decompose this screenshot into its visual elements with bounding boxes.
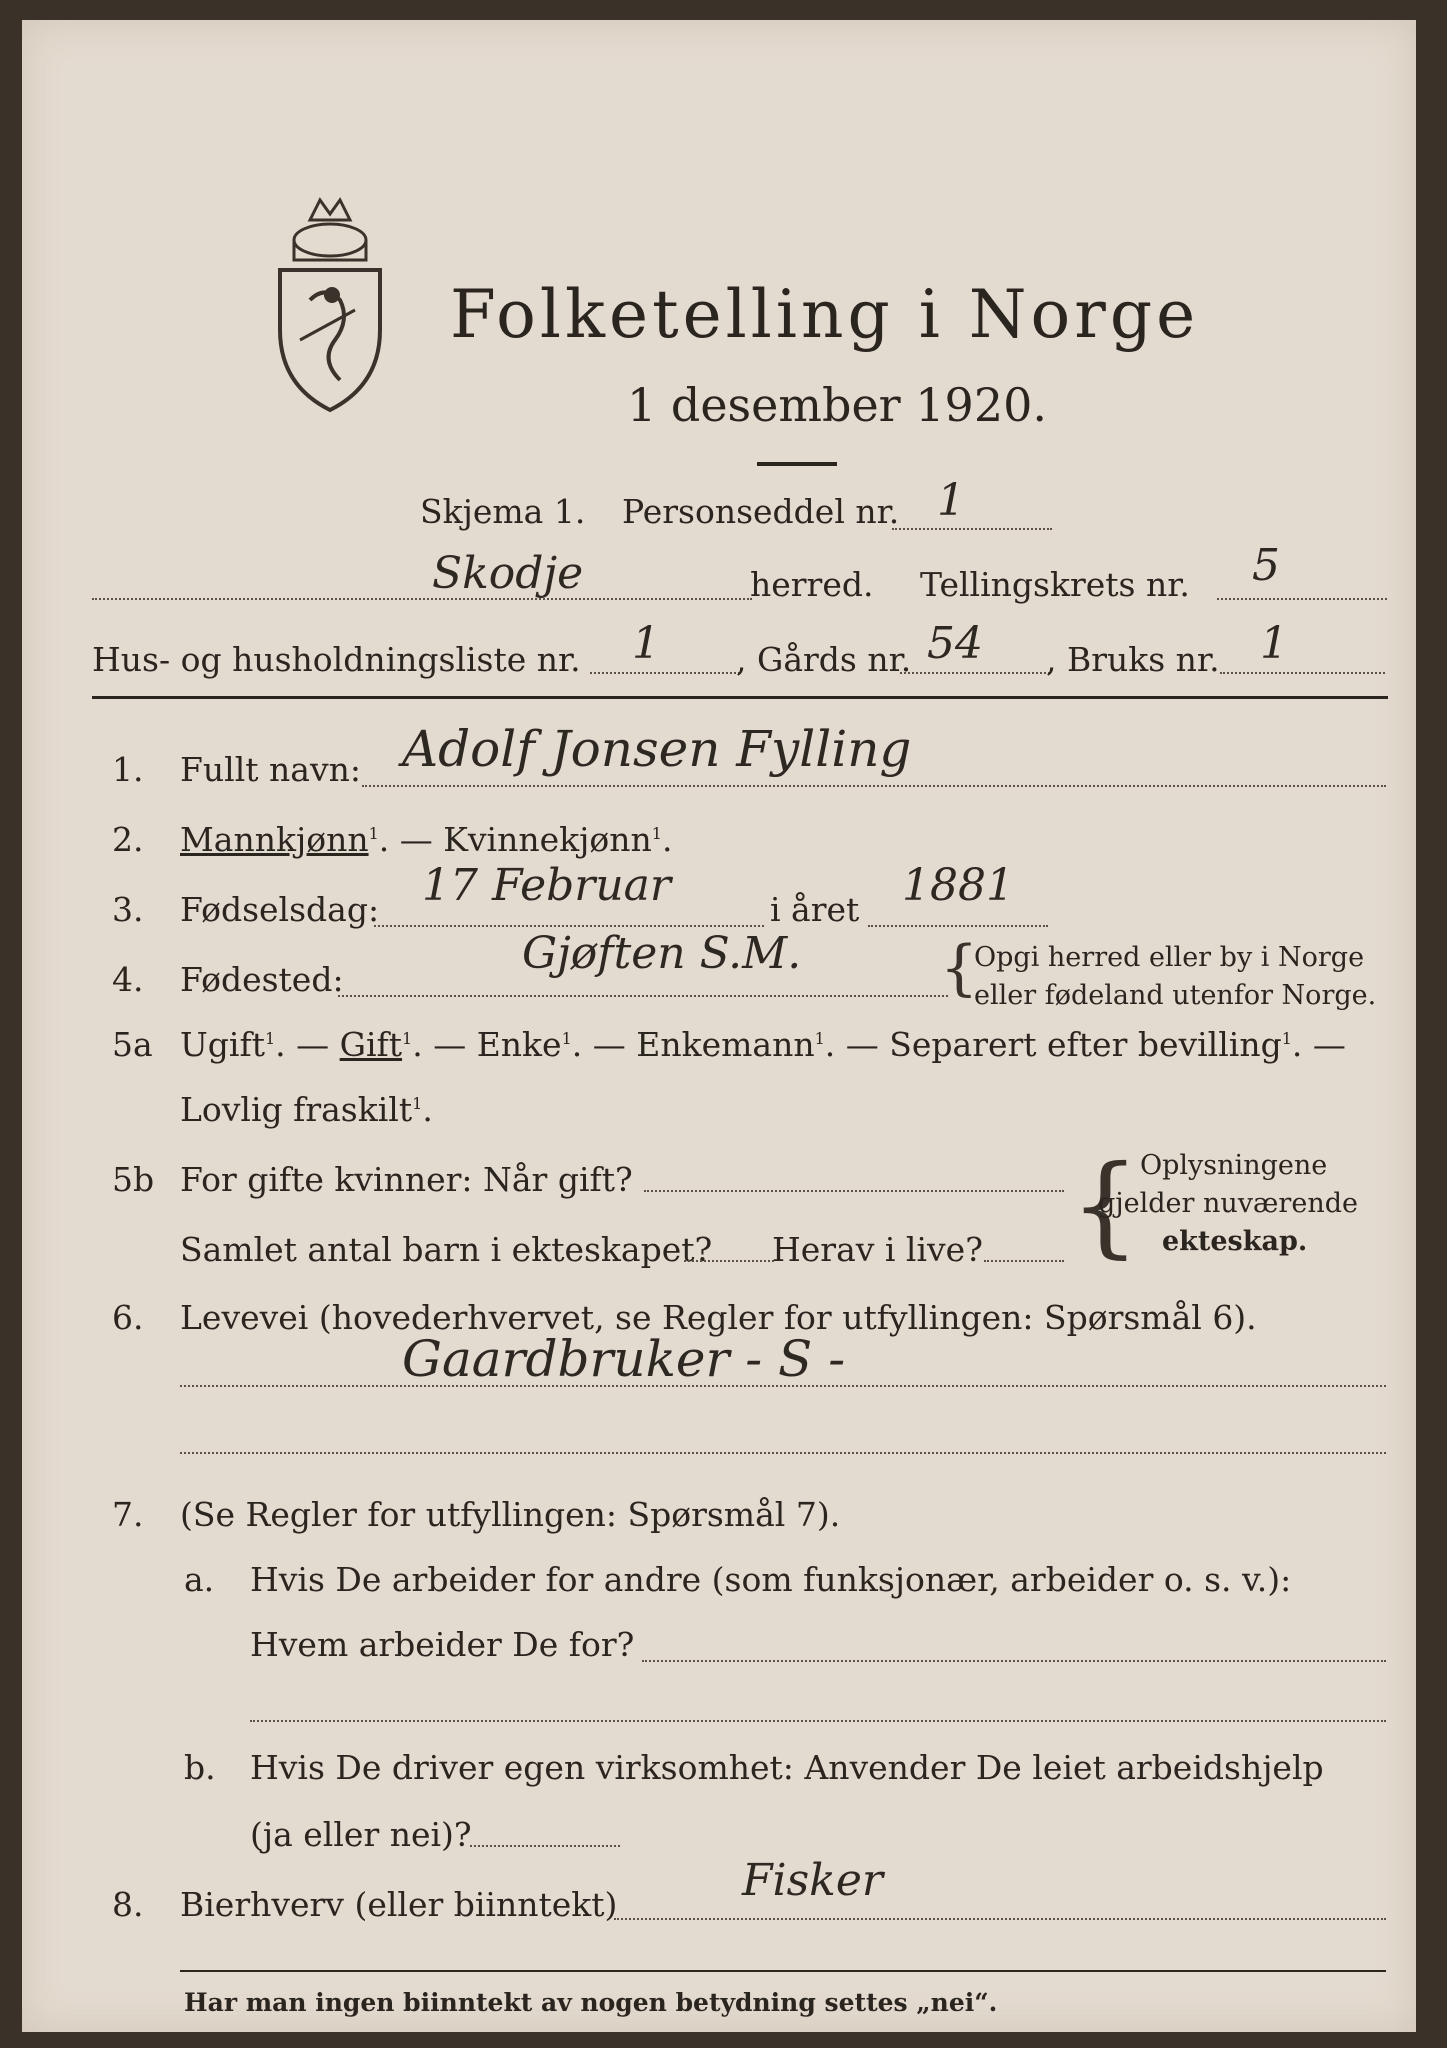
q5b-children: Samlet antal barn i ekteskapet? <box>180 1230 713 1269</box>
q7a-text: Hvis De arbeider for andre (som funksjonær, arbeider o. s. v.): <box>250 1560 1292 1599</box>
census-form <box>22 20 1416 2032</box>
side-income-value: Fisker <box>742 1855 883 1906</box>
gender-options: Mannkjønn$^1$. — Kvinnekjønn$^1$. <box>180 820 673 859</box>
q5b-number: 5b <box>112 1160 155 1199</box>
q6-number: 6. <box>112 1298 144 1337</box>
marital-status-options: Ugift$^1$. — Gift$^1$. — Enke$^1$. — Enkemann$^1$. — Separert efter bevilling$^1$. — <box>180 1025 1346 1064</box>
gender-female: Kvinnekjønn <box>443 820 652 859</box>
q4-label: Fødested: <box>180 960 344 999</box>
q1-label: Fullt navn: <box>180 750 361 789</box>
q7b-text: Hvis De driver egen virksomhet: Anvender De leiet arbeidshjelp <box>250 1748 1324 1787</box>
q5b-line3 <box>984 1260 1064 1262</box>
coat-of-arms-icon <box>270 190 390 420</box>
q1-line <box>362 785 1386 787</box>
q5b-line1 <box>644 1190 1064 1192</box>
q8-line <box>614 1918 1386 1920</box>
personseddel-value: 1 <box>937 475 965 526</box>
q7b-line <box>470 1845 620 1847</box>
year-line <box>868 925 1048 927</box>
q5a-number: 5a <box>112 1025 153 1064</box>
personseddel-line <box>892 528 1052 530</box>
tellingskrets-line <box>1217 598 1387 600</box>
birthplace-value: Gjøften S.M. <box>522 928 802 979</box>
q7b-number: b. <box>184 1748 216 1787</box>
q6-line2 <box>180 1452 1386 1454</box>
gards-line <box>900 672 1050 674</box>
q7a-line1 <box>642 1660 1386 1662</box>
gards-value: 54 <box>927 618 983 669</box>
hus-label: Hus- og husholdningsliste nr. <box>92 640 581 679</box>
footer-note: Har man ingen biinntekt av nogen betydning settes „nei“. <box>184 1988 998 2017</box>
q7a-line2 <box>250 1720 1386 1722</box>
occupation-value: Gaardbruker - S - <box>402 1330 846 1388</box>
marital-divorced: Lovlig fraskilt$^1$. <box>180 1090 433 1129</box>
year-label: i året <box>770 890 860 929</box>
census-date: 1 desember 1920. <box>627 378 1047 432</box>
q5b-alive: Herav i live? <box>772 1230 983 1269</box>
gender-male: Mannkjønn <box>180 820 369 859</box>
footer-divider <box>180 1970 1386 1972</box>
q7-label: (Se Regler for utfyllingen: Spørsmål 7). <box>180 1495 841 1534</box>
q5b-note-line2: gjelder nuværende <box>1098 1188 1358 1219</box>
personseddel-label: Personseddel nr. <box>622 492 900 531</box>
q8-number: 8. <box>112 1885 144 1924</box>
q3-number: 3. <box>112 890 144 929</box>
q1-number: 1. <box>112 750 144 789</box>
birth-year-value: 1881 <box>902 860 1014 911</box>
q4-note-line1: Opgi herred eller by i Norge <box>974 942 1365 973</box>
q4-brace: { <box>940 933 979 1003</box>
q3-label: Fødselsdag: <box>180 890 380 929</box>
form-title: Folketelling i Norge <box>450 276 1200 353</box>
bruks-label: , Bruks nr. <box>1046 640 1220 679</box>
herred-line <box>92 598 752 600</box>
birthdate-value: 17 Februar <box>422 860 671 911</box>
q5b-line2 <box>684 1260 774 1262</box>
q4-note-line2: eller fødeland utenfor Norge. <box>974 980 1377 1011</box>
title-divider <box>757 462 837 466</box>
q5b-note-line3: ekteskap. <box>1162 1226 1308 1257</box>
tellingskrets-label: Tellingskrets nr. <box>920 565 1190 604</box>
q5b-brace: { <box>1070 1141 1140 1269</box>
q7a-number: a. <box>184 1560 215 1599</box>
skjema-label: Skjema 1. <box>420 492 586 531</box>
tellingskrets-value: 5 <box>1252 540 1280 591</box>
q4-line <box>338 995 948 997</box>
q4-number: 4. <box>112 960 144 999</box>
q2-number: 2. <box>112 820 144 859</box>
marital-married: Gift <box>339 1025 403 1064</box>
q7a-question: Hvem arbeider De for? <box>250 1625 635 1664</box>
header-divider <box>92 696 1388 699</box>
bruks-value: 1 <box>1260 618 1288 669</box>
q7b-question: (ja eller nei)? <box>250 1815 472 1854</box>
herred-value: Skodje <box>432 548 584 599</box>
q5b-married-when: For gifte kvinner: Når gift? <box>180 1160 633 1199</box>
q8-label: Bierhverv (eller biinntekt) <box>180 1885 618 1924</box>
bruks-line <box>1220 672 1385 674</box>
herred-label: herred. <box>750 565 874 604</box>
gards-label: , Gårds nr. <box>736 640 912 679</box>
hus-value: 1 <box>632 618 660 669</box>
q6-label: Levevei (hovederhvervet, se Regler for utfyllingen: Spørsmål 6). <box>180 1298 1257 1337</box>
full-name-value: Adolf Jonsen Fylling <box>402 720 912 778</box>
q7-number: 7. <box>112 1495 144 1534</box>
q5b-note-line1: Oplysningene <box>1140 1150 1328 1181</box>
hus-line <box>590 672 740 674</box>
q3-line <box>374 925 764 927</box>
